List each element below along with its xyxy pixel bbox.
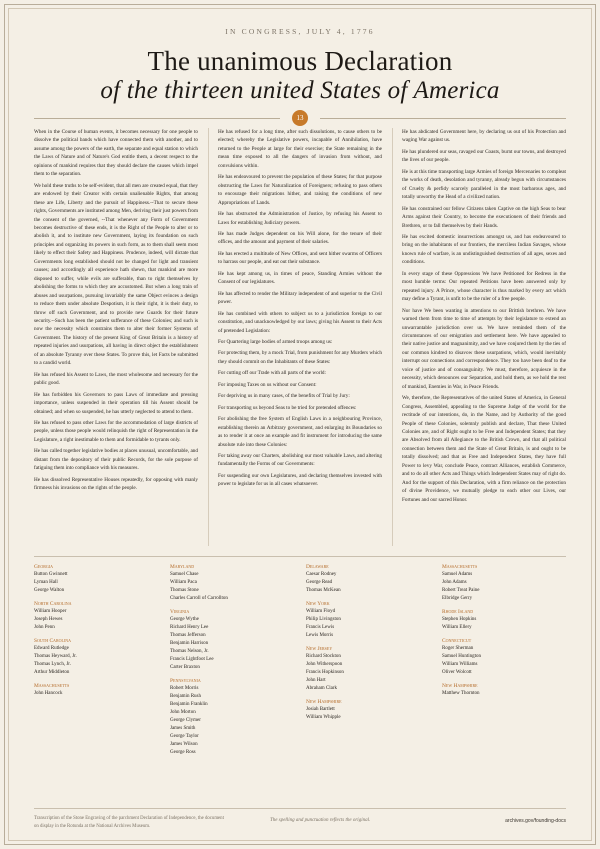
paragraph: For depriving us in many cases, of the benefits of Trial by Jury: bbox=[218, 393, 350, 400]
signers-divider bbox=[34, 556, 566, 557]
signer-name: Matthew Thornton bbox=[442, 691, 480, 696]
signer-name: Elbridge Gerry bbox=[442, 596, 473, 601]
paragraph: He has erected a multitude of New Offices, and sent hither swarms of Officers to harrass our people, and eat out their substance. bbox=[218, 250, 382, 266]
state-heading: Maryland bbox=[170, 564, 195, 570]
paragraph: In every stage of these Oppressions We have Petitioned for Redress in the most humble terms: Our repeated Petitions have been answered only by repeated injury. A Prince, whose character is thus marked by every act which may define a Tyrant, is unfit to be the ruler of a free people. bbox=[402, 270, 566, 303]
signer-name: William Williams bbox=[442, 662, 478, 667]
signers-group-4 bbox=[442, 563, 552, 698]
column-divider bbox=[392, 128, 393, 546]
paragraph: For suspending our own Legislatures, and declaring themselves invested with power to legislate for us in all cases whatsoever. bbox=[218, 472, 382, 488]
signer-name: Joseph Hewes bbox=[34, 617, 63, 622]
signer-name: Stephen Hopkins bbox=[442, 617, 477, 622]
footer-note: Transcription of the Stone Engraving of the parchment Declaration of Independence, the document on display in the Rotunda at the National Archives Museum. bbox=[34, 816, 224, 829]
document-title: The unanimous Declaration bbox=[147, 46, 453, 76]
signer-name: John Hancock bbox=[34, 691, 63, 696]
state-heading: New Hampshire bbox=[306, 699, 342, 705]
paragraph: He has called together legislative bodies at places unusual, uncomfortable, and distant from the depository of their public Records, for the sole purpose of fatiguing them into compliance with his measures. bbox=[34, 448, 198, 472]
signer-name: Robert Morris bbox=[170, 686, 199, 691]
signer-name: Thomas Nelson, Jr. bbox=[170, 649, 209, 654]
signer-name: Roger Sherman bbox=[442, 646, 474, 651]
paragraph: He has dissolved Representative Houses repeatedly, for opposing with manly firmness his invasions on the rights of the people. bbox=[34, 476, 198, 492]
signer-name: Abraham Clark bbox=[306, 686, 337, 691]
signer-name: William Whipple bbox=[306, 715, 341, 720]
signer-name: George Taylor bbox=[170, 734, 199, 739]
state-heading: Rhode Island bbox=[442, 609, 474, 615]
signer-name: William Floyd bbox=[306, 609, 336, 614]
state-heading: New Jersey bbox=[306, 646, 333, 652]
paragraph: He is at this time transporting large Armies of foreign Mercenaries to compleat the works of death, desolation and tyranny, already begun with circumstances of Cruelty & perfidy scarcely paralleled in the most barbarous ages, and totally unworthy the Head of a civilized nation. bbox=[402, 168, 566, 201]
signer-name: George Ross bbox=[170, 750, 196, 755]
paragraph: For abolishing the free System of English Laws in a neighbouring Province, establishing therein an Arbitrary government, and enlarging its Boundaries so as to render it at once an example and fit instrument for introducing the same absolute rule into these Colonies: bbox=[218, 416, 382, 448]
seal-badge: 13 bbox=[292, 110, 308, 126]
signer-name: Oliver Wolcott bbox=[442, 670, 472, 675]
signer-name: Francis Lightfoot Lee bbox=[170, 657, 214, 662]
signer-name: Lyman Hall bbox=[34, 580, 58, 585]
signer-name: Samuel Chase bbox=[170, 572, 199, 577]
signer-name: Lewis Morris bbox=[306, 633, 334, 638]
state-heading: New Hampshire bbox=[442, 683, 478, 689]
document-subtitle: of the thirteen united States of America bbox=[100, 77, 500, 104]
paragraph: For imposing Taxes on us without our Consent: bbox=[218, 381, 317, 388]
paragraph: He has combined with others to subject us to a jurisdiction foreign to our constitution, and unacknowledged by our laws; giving his Assent to their Acts of pretended Legislation: bbox=[218, 310, 382, 334]
column-divider bbox=[208, 128, 209, 546]
signer-name: Francis Lewis bbox=[306, 625, 335, 630]
congress-date-kicker: IN CONGRESS, JULY 4, 1776 bbox=[225, 27, 375, 36]
title-rule-left bbox=[34, 118, 280, 119]
paragraph: He has refused his Assent to Laws, the most wholesome and necessary for the public good. bbox=[34, 371, 198, 387]
state-heading: Pennsylvania bbox=[170, 678, 201, 684]
state-heading: Connecticut bbox=[442, 638, 472, 644]
signer-name: Arthur Middleton bbox=[34, 670, 70, 675]
paragraph: He has affected to render the Military independent of and superior to the Civil power. bbox=[218, 290, 382, 306]
signer-name: Samuel Huntington bbox=[442, 654, 482, 659]
signer-name: James Wilson bbox=[170, 742, 198, 747]
state-heading: Virginia bbox=[170, 609, 190, 615]
signer-name: John Adams bbox=[442, 580, 467, 585]
text-columns bbox=[0, 128, 600, 548]
state-heading: Massachusetts bbox=[34, 683, 70, 689]
signer-name: Thomas Lynch, Jr. bbox=[34, 662, 71, 667]
signer-name: George Wythe bbox=[170, 617, 199, 622]
signer-name: James Smith bbox=[170, 726, 196, 731]
paragraph: He has refused for a long time, after such dissolutions, to cause others to be elected; whereby the Legislative powers, incapable of Annihilation, have returned to the People at large for their exercise; the State remaining in the mean time exposed to all the dangers of invasion from without, and convulsions within. bbox=[218, 129, 382, 169]
paragraph: For cutting off our Trade with all parts of the world: bbox=[218, 370, 326, 377]
signer-name: George Walton bbox=[34, 588, 65, 593]
signer-name: Button Gwinnett bbox=[34, 572, 68, 577]
paragraph: Nor have We been wanting in attentions to our Brittish brethren. We have warned them from time to time of attempts by their legislature to extend an unwarrantable jurisdiction over us. We have reminded them of the circumstances of our emigration and settlement here. We have appealed to their native justice and magnanimity, and we have conjured them by the ties of our common kindred to disavow these usurpations, which, would inevitably interrupt our connections and correspondence. They too have been deaf to the voice of justice and of consanguinity. We must, therefore, acquiesce in the necessity, which denounces our Separation, and hold them, as we hold the rest of mankind, Enemies in War, in Peace Friends. bbox=[402, 307, 566, 390]
paragraph: He has obstructed the Administration of Justice, by refusing his Assent to Laws for establishing Judiciary powers. bbox=[218, 211, 382, 226]
signer-name: George Clymer bbox=[170, 718, 201, 723]
paragraph: We hold these truths to be self-evident, that all men are created equal, that they are endowed by their Creator with certain unalienable Rights, that among these are Life, Liberty and the pursuit of Happiness.--That to secure these rights, Governments are instituted among Men, deriving their just powers from the consent of the governed, --That whenever any Form of Government becomes destructive of these ends, it is the Right of the People to alter or to abolish it, and to institute new Government, laying its foundation on such principles and organizing its powers in such form, as to them shall seem most likely to effect their Safety and Happiness. Prudence, indeed, will dictate that Governments long established should not be changed for light and transient causes; and accordingly all experience hath shewn, that mankind are more disposed to suffer, while evils are sufferable, than to right themselves by abolishing the forms to which they are accustomed. But when a long train of abuses and usurpations, pursuing invariably the same Object evinces a design to reduce them under absolute Despotism, it is their right, it is their duty, to throw off such Government, and to provide new Guards for their future security.--Such has been the patient sufferance of these Colonies; and such is now the necessity which constrains them to alter their former Systems of Government. The history of the present King of Great Britain is a history of repeated injuries and usurpations, all having in direct object the establishment of an absolute Tyranny over these States. To prove this, let Facts be submitted to a candid world. bbox=[34, 182, 198, 367]
signer-name: Thomas Heyward, Jr. bbox=[34, 654, 77, 659]
footer-link[interactable]: archives.gov/founding-docs bbox=[505, 818, 566, 824]
text-column-3 bbox=[402, 128, 566, 507]
paragraph: When in the Course of human events, it becomes necessary for one people to dissolve the political bands which have connected them with another, and to assume among the powers of the earth, the separate and equal station to which the Laws of Nature and of Nature's God entitle them, a decent respect to the opinions of mankind requires that they should declare the causes which impel them to the separation. bbox=[34, 129, 198, 178]
state-heading: Georgia bbox=[34, 564, 54, 570]
signers-group-3 bbox=[306, 563, 416, 722]
signer-name: John Witherspoon bbox=[306, 662, 343, 667]
paragraph: He has excited domestic insurrections amongst us, and has endeavoured to bring on the inhabitants of our frontiers, the merciless Indian Savages, whose known rule of warfare, is an undistinguished destruction of all ages, sexes and conditions. bbox=[402, 233, 566, 266]
signer-name: John Hart bbox=[306, 678, 326, 683]
signer-name: George Read bbox=[306, 580, 333, 585]
signer-name: Benjamin Franklin bbox=[170, 702, 208, 707]
signer-name: Benjamin Harrison bbox=[170, 641, 209, 646]
signers-group-2 bbox=[170, 563, 280, 757]
paragraph: For taking away our Charters, abolishing our most valuable Laws, and altering fundamentally the Forms of our Governments: bbox=[218, 452, 382, 468]
signer-name: Benjamin Rush bbox=[170, 694, 201, 699]
paragraph: He has abdicated Government here, by declaring us out of his Protection and waging War against us. bbox=[402, 129, 566, 144]
paragraph: He has kept among us, in times of peace, Standing Armies without the Consent of our legislatures. bbox=[218, 270, 382, 286]
signer-name: Thomas Stone bbox=[170, 588, 199, 593]
signer-name: Edward Rutledge bbox=[34, 646, 69, 651]
signer-name: Samuel Adams bbox=[442, 572, 473, 577]
signer-name: Richard Stockton bbox=[306, 654, 341, 659]
signer-name: Caesar Rodney bbox=[306, 572, 337, 577]
paragraph: For transporting us beyond Seas to be tried for pretended offences: bbox=[218, 404, 357, 411]
signer-name: Robert Treat Paine bbox=[442, 588, 480, 593]
text-column-1 bbox=[34, 128, 198, 496]
paragraph: He has plundered our seas, ravaged our Coasts, burnt our towns, and destroyed the lives of our people. bbox=[402, 148, 566, 164]
signer-name: Richard Henry Lee bbox=[170, 625, 209, 630]
paragraph: For protecting them, by a mock Trial, from punishment for any Murders which they should commit on the Inhabitants of these States: bbox=[218, 350, 382, 365]
signer-name: William Paca bbox=[170, 580, 197, 585]
state-heading: North Carolina bbox=[34, 601, 72, 607]
paragraph: For Quartering large bodies of armed troops among us: bbox=[218, 338, 333, 345]
signer-name: William Ellery bbox=[442, 625, 472, 630]
signers-group-1 bbox=[34, 563, 144, 698]
state-heading: Massachusetts bbox=[442, 564, 478, 570]
paragraph: He has forbidden his Governors to pass Laws of immediate and pressing importance, unless suspended in their operation till his Assent should be obtained; and when so suspended, he has utterly neglected to attend to them. bbox=[34, 391, 198, 415]
paragraph: He has refused to pass other Laws for the accommodation of large districts of people, unless those people would relinquish the right of Representation in the Legislature, a right inestimable to them and formidable to tyrants only. bbox=[34, 419, 198, 443]
signer-name: Charles Carroll of Carrollton bbox=[170, 596, 228, 601]
state-heading: Delaware bbox=[306, 564, 329, 570]
paragraph: We, therefore, the Representatives of the united States of America, in General Congress, Assembled, appealing to the Supreme Judge of the world for the rectitude of our intentions, do, in the Name, and by Authority of the good People of these Colonies, solemnly publish and declare, That these United Colonies are, and of Right ought to be Free and Independent States; that they are Absolved from all Allegiance to the British Crown, and that all political connection between them and the State of Great Britain, is and ought to be totally dissolved; and that as Free and Independent States, they have full Power to levy War, conclude Peace, contract Alliances, establish Commerce, and to do all other Acts and Things which Independent States may of right do. And for the support of this Declaration, with a firm reliance on the protection of divine Providence, we mutually pledge to each other our Lives, our Fortunes and our sacred Honor. bbox=[402, 395, 566, 503]
state-heading: New York bbox=[306, 601, 330, 607]
paragraph: He has constrained our fellow Citizens taken Captive on the high Seas to bear Arms against their Country, to become the executioners of their friends and Brethren, or to fall themselves by their Hands. bbox=[402, 205, 566, 229]
signer-name: Carter Braxton bbox=[170, 665, 200, 670]
signer-name: Francis Hopkinson bbox=[306, 670, 344, 675]
paragraph: He has made Judges dependent on his Will alone, for the tenure of their offices, and the amount and payment of their salaries. bbox=[218, 230, 382, 246]
footer-spelling-note: The spelling and punctuation reflects the original. bbox=[270, 818, 371, 823]
signer-name: John Morton bbox=[170, 710, 196, 715]
text-column-2 bbox=[218, 128, 382, 492]
state-heading: South Carolina bbox=[34, 638, 72, 644]
title-rule-right bbox=[320, 118, 566, 119]
signer-name: John Penn bbox=[34, 625, 55, 630]
signer-name: William Hooper bbox=[34, 609, 67, 614]
signer-name: Thomas McKean bbox=[306, 588, 341, 593]
signer-name: Philip Livingston bbox=[306, 617, 341, 622]
paragraph: He has endeavoured to prevent the population of these States; for that purpose obstructing the Laws for Naturalization of Foreigners; refusing to pass others to encourage their migrations hither, and raising the conditions of new Appropriations of Lands. bbox=[218, 174, 382, 206]
footer-divider bbox=[34, 808, 566, 809]
signer-name: Thomas Jefferson bbox=[170, 633, 206, 638]
signer-name: Josiah Bartlett bbox=[306, 707, 335, 712]
